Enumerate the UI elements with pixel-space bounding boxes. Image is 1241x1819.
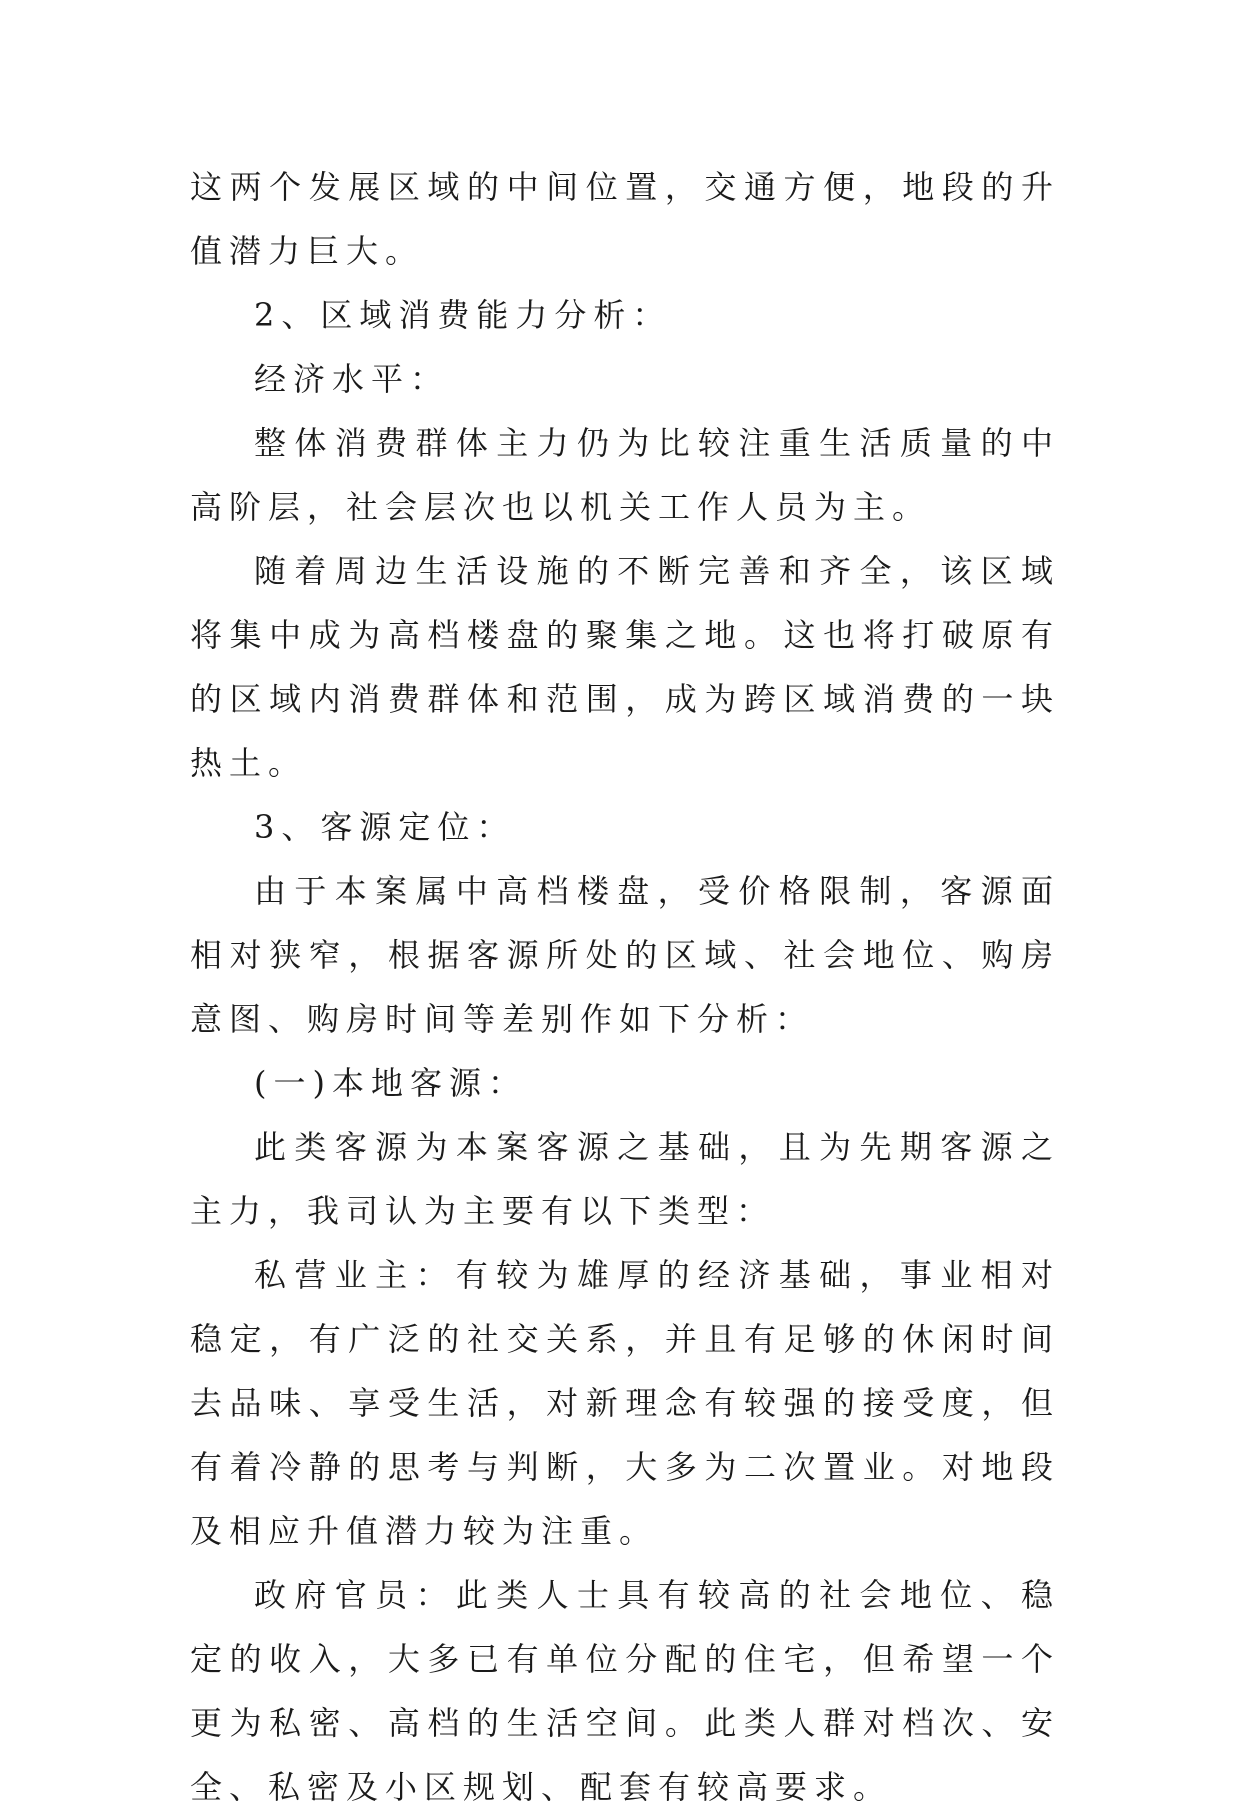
- subheading-economic-level: 经济水平：: [254, 360, 450, 398]
- paragraph-consumer-group: 整体消费群体主力仍为比较注重生活质量的中高阶层，社会层次也以机关工作人员为主。: [190, 424, 1060, 526]
- paragraph-private-owners: 私营业主：有较为雄厚的经济基础，事业相对稳定，有广泛的社交关系，并且有足够的休闲时间去品味、享受生活，对新理念有较强的接受度，但有着冷静的思考与判断，大多为二次置业。对地段及相应升值潜力较为注重。: [190, 1256, 1060, 1550]
- paragraph-continuation: 这两个发展区域的中间位置，交通方便，地段的升值潜力巨大。: [190, 168, 1060, 270]
- paragraph-government-officials: 政府官员：此类人士具有较高的社会地位、稳定的收入，大多已有单位分配的住宅，但希望一个更为私密、高档的生活空间。此类人群对档次、安全、私密及小区规划、配套有较高要求。: [190, 1576, 1060, 1806]
- paragraph-customer-base: 此类客源为本案客源之基础，且为先期客源之主力，我司认为主要有以下类型：: [190, 1128, 1060, 1230]
- paragraph-surrounding-facilities: 随着周边生活设施的不断完善和齐全，该区域将集中成为高档楼盘的聚集之地。这也将打破原有的区域内消费群体和范围，成为跨区域消费的一块热土。: [190, 552, 1060, 782]
- subheading-local-customers: (一)本地客源：: [254, 1064, 527, 1102]
- paragraph-price-limit: 由于本案属中高档楼盘，受价格限制，客源面相对狭窄，根据客源所处的区域、社会地位、购房意图、购房时间等差别作如下分析：: [190, 872, 1060, 1038]
- document-body: [190, 155, 1060, 1819]
- heading-regional-consumption: 2、区域消费能力分析：: [254, 296, 672, 334]
- heading-customer-positioning: 3、客源定位：: [254, 808, 516, 846]
